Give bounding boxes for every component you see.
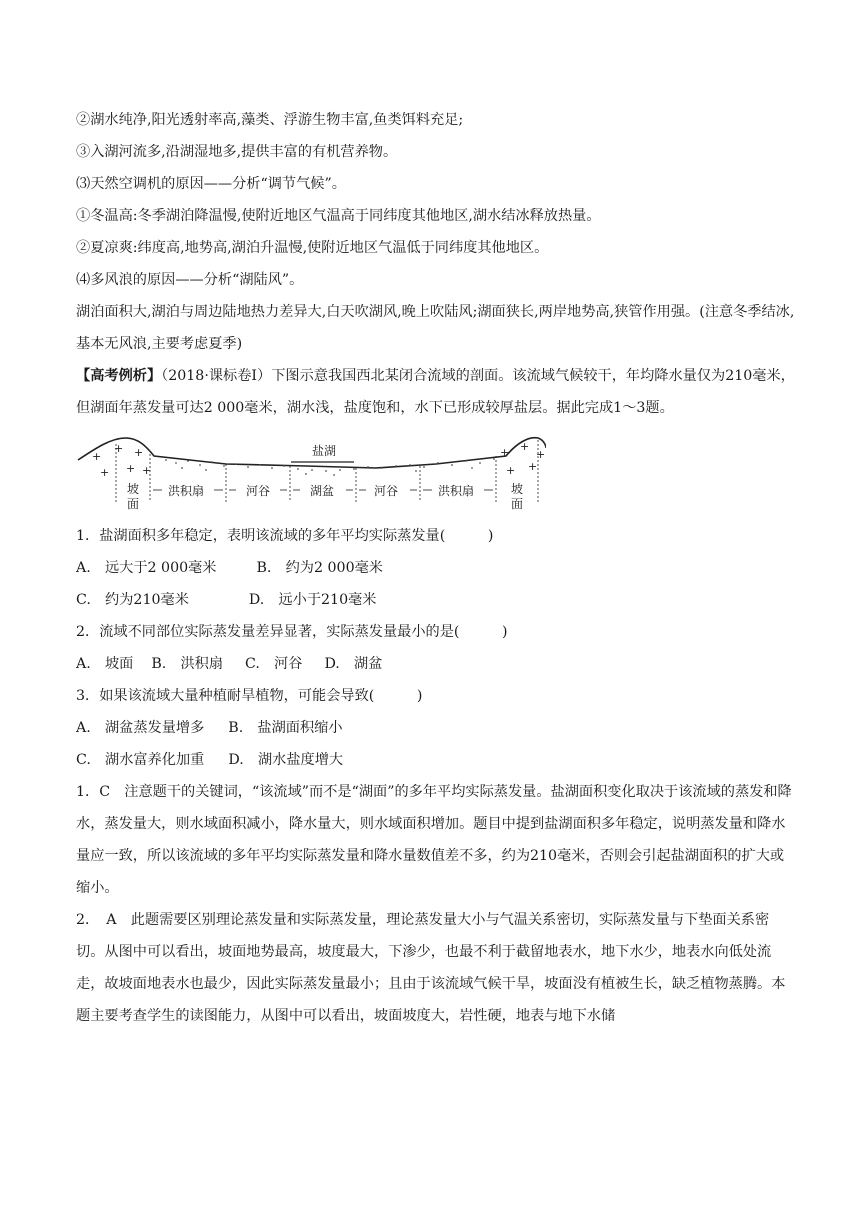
option-d: D. 湖盆 bbox=[324, 656, 383, 672]
option-d: D. 湖水盐度增大 bbox=[228, 752, 344, 768]
svg-text:+: + bbox=[520, 440, 530, 453]
text-line: ③入湖河流多,沿湖湿地多,提供丰富的有机营养物。 bbox=[76, 144, 398, 160]
svg-text:+: + bbox=[142, 464, 152, 477]
text-line: ⑶天然空调机的原因——分析“调节气候”。 bbox=[76, 176, 346, 192]
question-2 bbox=[76, 616, 796, 680]
zone-label-alluvial-left: 洪积扇 bbox=[168, 484, 205, 498]
option-c: C. 湖水富养化加重 bbox=[76, 752, 205, 768]
option-a: A. 坡面 bbox=[76, 656, 134, 672]
answer-1: 1．C 注意题干的关键词，“该流域”而不是“湖面”的多年平均实际蒸发量。盐湖面积变化取决于该流域的蒸发和降水，蒸发量大，则水域面积减小，降水量大，则水域面积增加。题目中提到盐湖面积多年稳定，说明蒸发量和降水量应一致，所以该流域的多年平均实际蒸发量和降水量数值差不多，约为210毫米，否则会引起盐湖面积的扩大或缩小。 bbox=[76, 784, 792, 896]
text-line: ①冬温高:冬季湖泊降温慢,使附近地区气温高于同纬度其他地区,湖水结冰释放热量。 bbox=[76, 208, 601, 224]
option-row bbox=[76, 712, 796, 744]
zone-label-alluvial-right: 洪积扇 bbox=[438, 484, 475, 498]
example-paragraph bbox=[76, 360, 796, 424]
question-stem: 1．盐湖面积多年稳定，表明该流域的多年平均实际蒸发量( ) bbox=[76, 528, 494, 544]
svg-text:+: + bbox=[134, 446, 144, 459]
option-c: C. 河谷 bbox=[245, 656, 303, 672]
lake-label: 盐湖 bbox=[312, 444, 337, 458]
option-c: C. 约为210毫米 bbox=[76, 592, 189, 608]
option-a: A. 湖盆蒸发量增多 bbox=[76, 720, 205, 736]
basin-profile-diagram bbox=[76, 426, 546, 516]
svg-text:+: + bbox=[500, 446, 510, 459]
text-line: ②夏凉爽:纬度高,地势高,湖泊升温慢,使附近地区气温低于同纬度其他地区。 bbox=[76, 240, 549, 256]
basin-profile-figure bbox=[76, 426, 546, 516]
text-line: ②湖水纯净,阳光透射率高,藻类、浮游生物丰富,鱼类饵料充足; bbox=[76, 112, 464, 128]
svg-text:+: + bbox=[114, 442, 124, 455]
option-d: D. 远小于210毫米 bbox=[248, 592, 377, 608]
question-1 bbox=[76, 520, 796, 616]
question-3 bbox=[76, 680, 796, 776]
zone-label-valley-right: 河谷 bbox=[374, 484, 399, 498]
svg-text:+: + bbox=[126, 462, 136, 475]
question-stem: 3．如果该流域大量种植耐旱植物，可能会导致( ) bbox=[76, 688, 423, 704]
option-b: B. 盐湖面积缩小 bbox=[228, 720, 343, 736]
option-a: A. 远大于2 000毫米 bbox=[76, 560, 217, 576]
document-page bbox=[76, 104, 796, 1032]
question-stem: 2．流域不同部位实际蒸发量差异显著，实际蒸发量最小的是( ) bbox=[76, 624, 508, 640]
zone-label-slope-right bbox=[508, 482, 526, 512]
svg-text:+: + bbox=[100, 466, 110, 479]
svg-text:+: + bbox=[528, 460, 538, 473]
svg-text:+: + bbox=[92, 450, 102, 463]
example-tag: 【高考例析】 bbox=[76, 368, 162, 384]
option-row bbox=[76, 744, 796, 776]
option-b: B. 约为2 000毫米 bbox=[256, 560, 383, 576]
zone-text: 坡面 bbox=[126, 482, 139, 511]
svg-text:+: + bbox=[536, 448, 546, 461]
answer-2: 2． A 此题需要区别理论蒸发量和实际蒸发量，理论蒸发量大小与气温关系密切，实际蒸发量与下垫面关系密切。从图中可以看出，坡面地势最高，坡度最大，下渗少，也最不利于截留地表水，地下水少，地表水向低处流走，故坡面地表水也最少，因此实际蒸发量最小；且由于该流域气候干旱，坡面没有植被生长，缺乏植物蒸腾。本题主要考查学生的读图能力，从图中可以看出，坡面坡度大，岩性硬，地表与地下水储 bbox=[76, 912, 786, 1024]
zone-text: 坡面 bbox=[510, 482, 523, 511]
example-text: （2018·课标卷Ⅰ）下图示意我国西北某闭合流域的剖面。该流域气候较干，年均降水量仅为210毫米，但湖面年蒸发量可达2 000毫米，湖水浅，盐度饱和，水下已形成较厚盐层。据此完成1～3题。 bbox=[76, 368, 795, 416]
option-row bbox=[76, 584, 796, 616]
text-paragraph: 湖泊面积大,湖泊与周边陆地热力差异大,白天吹湖风,晚上吹陆风;湖面狭长,两岸地势高,狭管作用强。(注意冬季结冰,基本无风浪,主要考虑夏季) bbox=[76, 304, 795, 352]
option-row bbox=[76, 552, 796, 584]
option-b: B. 洪积扇 bbox=[151, 656, 224, 672]
svg-text:+: + bbox=[506, 464, 516, 477]
zone-label-basin: 湖盆 bbox=[310, 484, 335, 498]
zone-label-slope-left bbox=[124, 482, 142, 512]
zone-label-valley-left: 河谷 bbox=[246, 484, 271, 498]
text-line: ⑷多风浪的原因——分析“湖陆风”。 bbox=[76, 272, 304, 288]
option-row bbox=[76, 648, 796, 680]
